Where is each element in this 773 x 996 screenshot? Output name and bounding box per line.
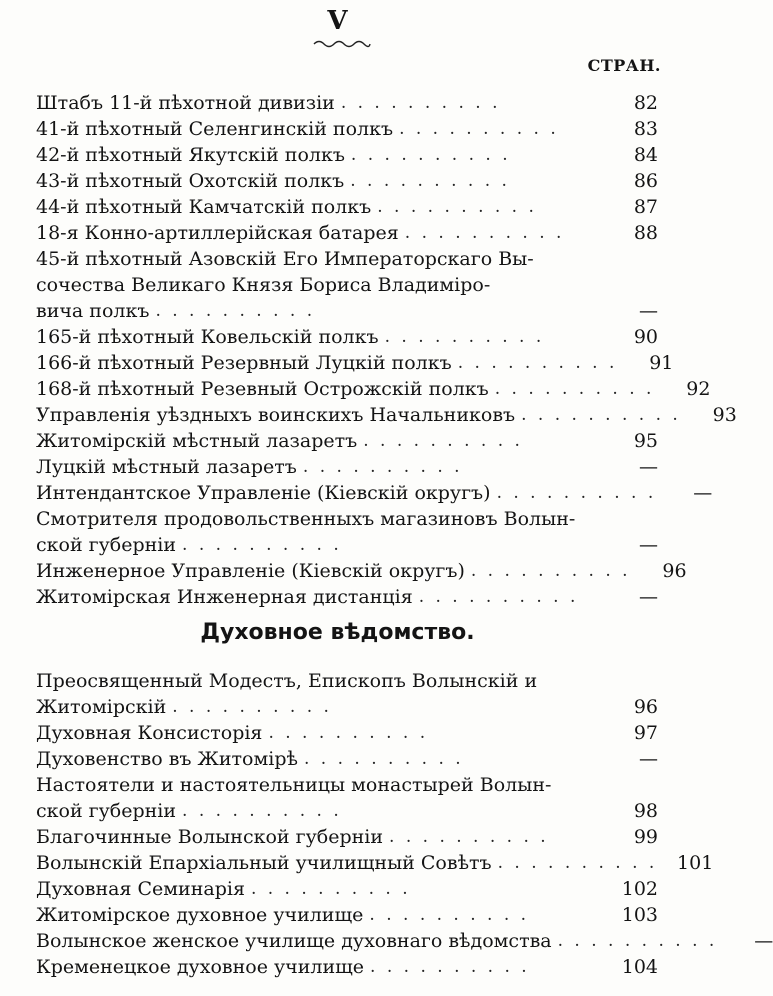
toc-entry	[36, 720, 658, 746]
toc-entry	[36, 480, 713, 506]
dot-leader: . . . . . . . . . .	[172, 697, 332, 717]
toc-entry	[36, 454, 658, 480]
dot-leader: . . . . . . . . . .	[496, 483, 657, 503]
toc-entry-line	[36, 272, 658, 298]
dot-leader: . . . . . . . . . .	[470, 561, 631, 581]
entry-title: Управленія уѣздныхъ воинскихъ Начальниковъ	[36, 404, 516, 426]
entry-title: ской губерніи	[36, 534, 177, 556]
toc-entry	[36, 142, 658, 168]
entry-title-line: Преосвященный Модестъ, Епископъ Волынскій и	[36, 670, 538, 692]
dot-leader: . . . . . . . . . .	[268, 723, 429, 743]
dot-leader: . . . . . . . . . .	[399, 119, 559, 139]
toc-entry	[36, 746, 658, 772]
dot-leader: . . . . . . . . . .	[418, 587, 579, 607]
entry-page: —	[639, 748, 658, 770]
ornament-squiggle	[312, 38, 372, 50]
entry-title: Житомірское духовное училище	[36, 904, 364, 926]
entry-title: Интендантское Управленіе (Кіевскій округъ)	[36, 482, 491, 504]
dot-leader: . . . . . . . . . .	[557, 931, 718, 951]
entry-title: Благочинные Волынской губерніи	[36, 826, 384, 848]
entry-page: —	[639, 300, 658, 322]
dot-leader: . . . . . . . . . .	[404, 223, 565, 243]
toc-entry	[36, 324, 658, 350]
toc-entry	[36, 298, 658, 324]
entry-title: Духовная Консисторія	[36, 722, 263, 744]
toc-entry	[36, 824, 658, 850]
section-heading: Духовное вѣдомство.	[200, 620, 475, 645]
dot-leader: . . . . . . . . . .	[363, 431, 523, 451]
entry-title-line: 45-й пѣхотный Азовскій Его Императорскаго Вы-	[36, 248, 534, 270]
entry-page: 95	[633, 430, 658, 452]
entry-page: 83	[633, 118, 658, 140]
dot-leader: . . . . . . . . . .	[384, 327, 545, 347]
dot-leader: . . . . . . . . . .	[250, 879, 411, 899]
entry-title: 44-й пѣхотный Камчатскій полкъ	[36, 196, 372, 218]
toc-entry	[36, 584, 658, 610]
toc-entry	[36, 116, 658, 142]
entry-title: Луцкій мѣстный лазаретъ	[36, 456, 297, 478]
toc-entry	[36, 402, 737, 428]
entry-page: 97	[633, 722, 658, 744]
dot-leader: . . . . . . . . . .	[350, 145, 511, 165]
dot-leader: . . . . . . . . . .	[521, 405, 681, 425]
entry-page: 90	[633, 326, 658, 348]
page-roman-numeral: V	[327, 6, 348, 36]
toc-entry	[36, 876, 658, 902]
dot-leader: . . . . . . . . . .	[377, 197, 537, 217]
toc-entry	[36, 902, 658, 928]
toc-entry-line	[36, 506, 658, 532]
toc-section-military	[36, 90, 737, 610]
toc-entry-line	[36, 668, 658, 694]
toc-entry-line	[36, 246, 658, 272]
entry-page: 99	[633, 826, 658, 848]
dot-leader: . . . . . . . . . .	[340, 93, 501, 113]
dot-leader: . . . . . . . . . .	[497, 853, 658, 873]
entry-title: Волынское женское училище духовнаго вѣдомства	[36, 930, 552, 952]
toc-section-clergy	[36, 668, 773, 980]
entry-title: 41-й пѣхотный Селенгинскій полкъ	[36, 118, 394, 140]
entry-title: Штабъ 11-й пѣхотной дивизіи	[36, 92, 335, 114]
toc-entry	[36, 532, 658, 558]
entry-title-line: Настоятели и настоятельницы монастырей Волын-	[36, 774, 552, 796]
entry-title: 166-й пѣхотный Резервный Луцкій полкъ	[36, 352, 452, 374]
entry-page: 82	[633, 92, 658, 114]
dot-leader: . . . . . . . . . .	[302, 457, 463, 477]
entry-page: 96	[662, 560, 687, 582]
entry-title: Кременецкое духовное училище	[36, 956, 365, 978]
dot-leader: . . . . . . . . . .	[370, 957, 530, 977]
entry-page: 86	[633, 170, 658, 192]
entry-title: 43-й пѣхотный Охотскій полкъ	[36, 170, 345, 192]
dot-leader: . . . . . . . . . .	[494, 379, 655, 399]
toc-entry	[36, 220, 658, 246]
entry-page: 92	[686, 378, 711, 400]
entry-page: —	[639, 456, 658, 478]
entry-title: ской губерніи	[36, 800, 177, 822]
entry-page: 87	[633, 196, 658, 218]
toc-entry	[36, 350, 674, 376]
entry-page: —	[639, 586, 658, 608]
entry-page: 96	[633, 696, 658, 718]
dot-leader: . . . . . . . . . .	[182, 535, 342, 555]
entry-title: Житомірская Инженерная дистанція	[36, 586, 413, 608]
entry-title-line: сочества Великаго Князя Бориса Владиміро-	[36, 274, 491, 296]
toc-entry	[36, 928, 773, 954]
entry-title: 18-я Конно-артиллерійская батарея	[36, 222, 399, 244]
toc-entry	[36, 694, 658, 720]
entry-title: 168-й пѣхотный Резевный Острожскій полкъ	[36, 378, 489, 400]
entry-title-line: Смотрителя продовольственныхъ магазиновъ Волын-	[36, 508, 576, 530]
dot-leader: . . . . . . . . . .	[457, 353, 618, 373]
dot-leader: . . . . . . . . . .	[350, 171, 510, 191]
toc-entry	[36, 798, 658, 824]
entry-page: 104	[621, 956, 658, 978]
entry-page: 98	[633, 800, 658, 822]
entry-page: 91	[649, 352, 674, 374]
entry-title: Волынскій Епархіальный училищный Совѣтъ	[36, 852, 492, 874]
entry-title: Духовенство въ Житомірѣ	[36, 748, 298, 770]
dot-leader: . . . . . . . . . .	[182, 801, 342, 821]
toc-entry	[36, 194, 658, 220]
page-column-header: СТРАН.	[587, 56, 661, 75]
toc-entry-line	[36, 772, 658, 798]
entry-title: Инженерное Управленіе (Кіевскій округъ)	[36, 560, 465, 582]
entry-page: 101	[677, 852, 714, 874]
entry-title: вича полкъ	[36, 300, 150, 322]
entry-page: 93	[712, 404, 737, 426]
dot-leader: . . . . . . . . . .	[303, 749, 464, 769]
entry-page: 88	[633, 222, 658, 244]
toc-entry	[36, 168, 658, 194]
toc-entry	[36, 558, 687, 584]
entry-title: 42-й пѣхотный Якутскій полкъ	[36, 144, 345, 166]
dot-leader: . . . . . . . . . .	[155, 301, 316, 321]
entry-title: Духовная Семинарія	[36, 878, 245, 900]
entry-page: —	[639, 534, 658, 556]
entry-page: 84	[633, 144, 658, 166]
entry-page: 102	[621, 878, 658, 900]
dot-leader: . . . . . . . . . .	[369, 905, 530, 925]
toc-entry	[36, 850, 714, 876]
entry-page: —	[693, 482, 713, 504]
toc-entry	[36, 954, 658, 980]
entry-title: Житомірскій	[36, 696, 167, 718]
dot-leader: . . . . . . . . . .	[389, 827, 549, 847]
entry-page: 103	[621, 904, 658, 926]
entry-page: —	[754, 930, 773, 952]
toc-entry	[36, 90, 658, 116]
entry-title: 165-й пѣхотный Ковельскій полкъ	[36, 326, 379, 348]
toc-entry	[36, 428, 658, 454]
toc-entry	[36, 376, 711, 402]
entry-title: Житомірскій мѣстный лазаретъ	[36, 430, 358, 452]
